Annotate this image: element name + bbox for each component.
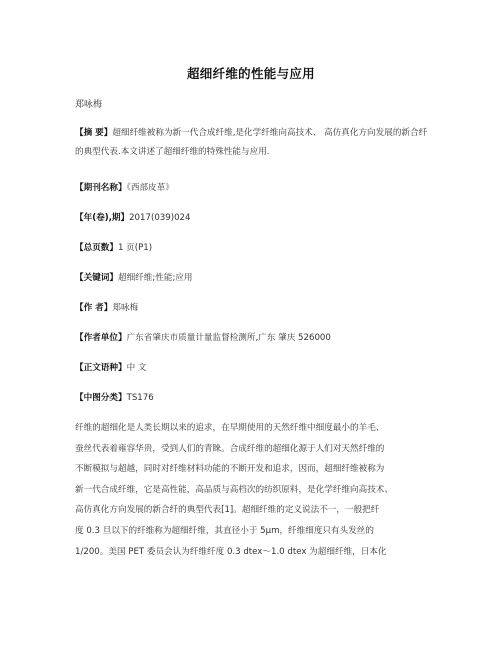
- author-name: 郑咏梅: [75, 100, 103, 110]
- meta-label: 【正文语种】: [75, 363, 127, 373]
- meta-label: 【年(卷),期】: [75, 213, 130, 223]
- meta-value: TS176: [126, 393, 154, 403]
- abstract-text: 超细纤维被称为新一代合成纤维,是化学纤维向高技术、 高仿真化方向发展的新合纤的典型代表.本文讲述了超细纤维的特殊性能与应用.: [75, 128, 428, 157]
- meta-label: 【作者单位】: [75, 333, 127, 343]
- meta-label: 【作 者】: [75, 303, 113, 313]
- meta-label: 【中图分类】: [75, 393, 127, 403]
- meta-value: 郑咏梅: [112, 303, 139, 313]
- meta-value: 2017(039)024: [129, 213, 191, 223]
- meta-label: 【总页数】: [75, 243, 118, 253]
- meta-value: 1 页(P1): [117, 243, 153, 253]
- abstract-label: 【摘 要】: [75, 128, 113, 138]
- body-line: 1/200。美国 PET 委员会认为纤维纤度 0.3 dtex～1.0 dtex 为超细纤维，日本化: [75, 546, 387, 557]
- body-line: 不断模拟与超越，同时对纤维材料功能的不断开发和追求，因而，超细纤维被称为: [75, 464, 385, 475]
- meta-label: 【关键词】: [75, 273, 118, 283]
- body-paragraph: [75, 418, 437, 562]
- meta-label: 【期刊名称】: [75, 183, 127, 193]
- meta-journal: [75, 181, 174, 193]
- meta-value: 广东省肇庆市质量计量监督检测所,广东 肇庆 526000: [126, 333, 331, 343]
- meta-value: 《西部皮革》: [126, 183, 174, 193]
- meta-value: 中 文: [126, 363, 147, 373]
- meta-affiliation: [75, 331, 331, 343]
- document-title: 超细纤维的性能与应用: [186, 66, 315, 81]
- meta-total-pages: [75, 241, 152, 253]
- abstract-section: [75, 124, 435, 162]
- body-line: 新一代合成纤维，它是高性能，高品质与高档次的纺织原料，是化学纤维向高技术、: [75, 484, 393, 495]
- body-line: 度 0.3 旦以下的纤维称为超细纤维，其直径小于 5μm，纤维细度只有头发丝的: [75, 525, 374, 536]
- meta-keywords: [75, 271, 193, 283]
- body-line: 纤维的超细化是人类长期以来的追求，在早期使用的天然纤维中细度最小的羊毛、: [75, 423, 385, 433]
- meta-language: [75, 361, 147, 373]
- meta-volume-issue: [75, 211, 190, 223]
- meta-classification: [75, 391, 154, 403]
- meta-author: [75, 301, 138, 313]
- body-line: 蚕丝代表着雍容华贵，受到人们的青睐。合成纤维的超细化源于人们对天然纤维的: [75, 443, 385, 454]
- body-line: 高仿真化方向发展的新合纤的典型代表[1]。超细纤维的定义说法不一，一般把纤: [75, 505, 380, 516]
- meta-value: 超细纤维;性能;应用: [117, 273, 193, 283]
